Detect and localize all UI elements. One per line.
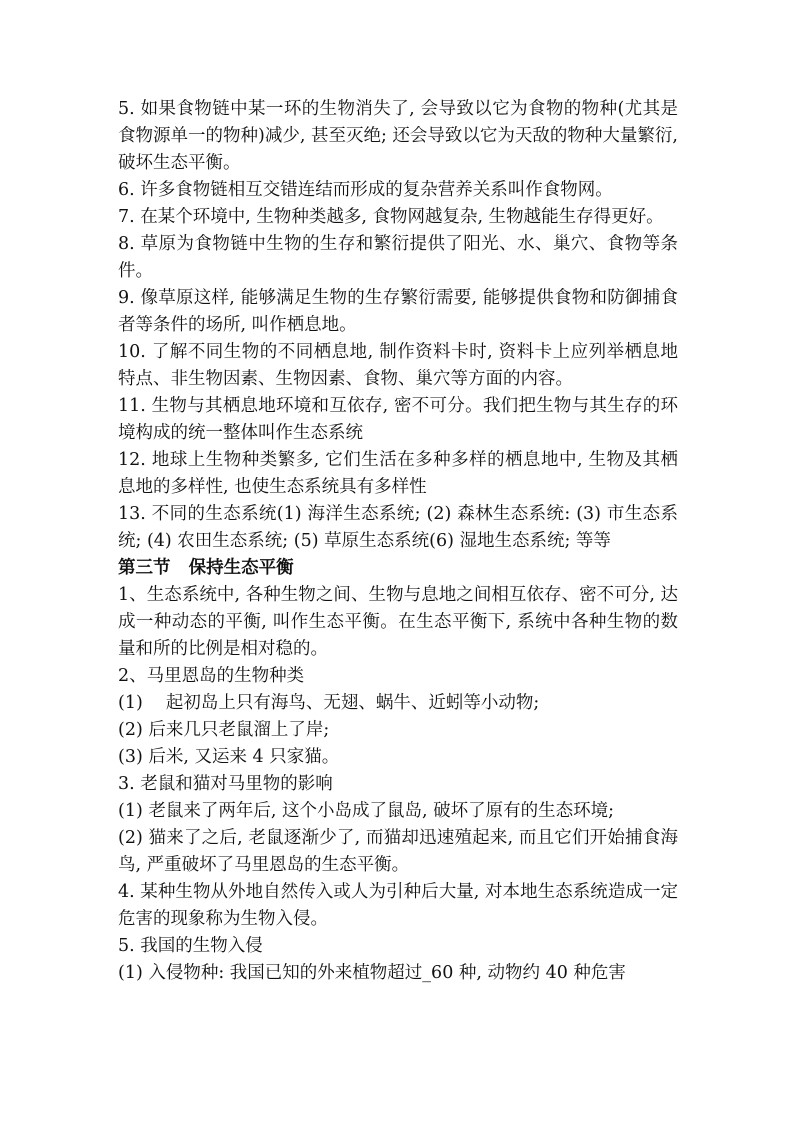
paragraph-marion-island-species: 2、马里恩岛的生物种类: [118, 666, 305, 686]
paragraph-impact-1: (1) 老鼠来了两年后, 这个小岛成了鼠岛, 破坏了原有的生态环境;: [118, 801, 614, 821]
paragraph-item-12: 12. 地球上生物种类繁多, 它们生活在多种多样的栖息地中, 生物及其栖息地的多样性, 也使生态系统具有多样性: [118, 450, 678, 497]
paragraph-item-10: 10. 了解不同生物的不同栖息地, 制作资料卡时, 资料卡上应列举栖息地特点、非生物因素、生物因素、食物、巢穴等方面的内容。: [118, 342, 678, 389]
document-page: [118, 96, 678, 987]
paragraph-marion-list-1: (1) 起初岛上只有海鸟、无翅、蜗牛、近蚓等小动物;: [118, 693, 540, 713]
paragraph-item-13: 13. 不同的生态系统(1) 海洋生态系统; (2) 森林生态系统: (3) 市生态系统; (4) 农田生态系统; (5) 草原生态系统(6) 湿地生态系统; 等等: [118, 504, 678, 551]
paragraph-item-11: 11. 生物与其栖息地环境和互依存, 密不可分。我们把生物与其生存的环境构成的统一整体叫作生态系统: [118, 396, 678, 443]
paragraph-item-9: 9. 像草原这样, 能够满足生物的生存繁衍需要, 能够提供食物和防御捕食者等条件的场所, 叫作栖息地。: [118, 288, 678, 335]
paragraph-invasive-species: (1) 入侵物种: 我国已知的外来植物超过_60 种, 动物约 40 种危害: [118, 963, 626, 983]
paragraph-item-7: 7. 在某个环境中, 生物种类越多, 食物网越复杂, 生物越能生存得更好。: [118, 207, 664, 227]
paragraph-china-invasion: 5. 我国的生物入侵: [118, 936, 263, 956]
paragraph-bio-invasion-def: 4. 某种生物从外地自然传入或人为引种后大量, 对本地生态系统造成一定危害的现象称为生物入侵。: [118, 882, 678, 929]
paragraph-impact-2: (2) 猫来了之后, 老鼠逐渐少了, 而猫却迅速殖起来, 而且它们开始捕食海鸟, 严重破坏了马里恩岛的生态平衡。: [118, 828, 678, 875]
paragraph-item-5: 5. 如果食物链中某一环的生物消失了, 会导致以它为食物的物种(尤其是食物源单一的物种)减少, 甚至灭绝; 还会导致以它为天敌的物种大量繁衍, 破坏生态平衡。: [118, 99, 678, 173]
paragraph-marion-list-3: (3) 后米, 又运来 4 只家猫。: [118, 747, 340, 767]
paragraph-item-8: 8. 草原为食物链中生物的生存和繁衍提供了阳光、水、巢穴、食物等条件。: [118, 234, 678, 281]
paragraph-ecological-balance: 1、生态系统中, 各种生物之间、生物与息地之间相互依存、密不可分, 达成一种动态的平衡, 叫作生态平衡。在生态平衡下, 系统中各种生物的数量和所的比例是相对稳的。: [118, 585, 678, 659]
paragraph-item-6: 6. 许多食物链相互交错连结而形成的复杂营养关系叫作食物网。: [118, 180, 613, 200]
section-heading: 第三节 保持生态平衡: [118, 558, 294, 578]
paragraph-marion-list-2: (2) 后来几只老鼠溜上了岸;: [118, 720, 330, 740]
paragraph-rats-cats-impact: 3. 老鼠和猫对马里物的影响: [118, 774, 333, 794]
